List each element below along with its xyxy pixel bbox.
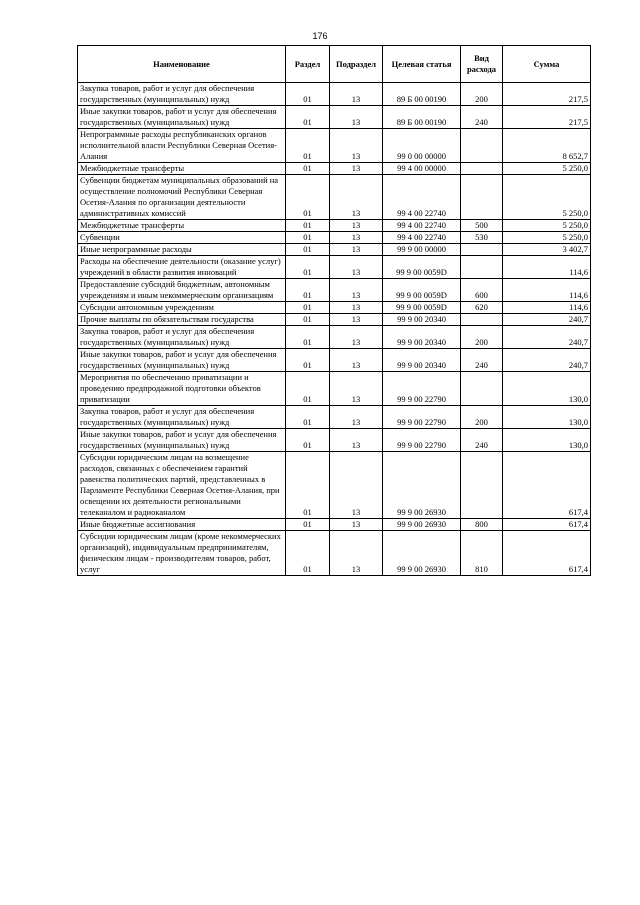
cell-type	[461, 452, 503, 519]
cell-section: 01	[286, 106, 330, 129]
cell-sum: 114,6	[503, 279, 591, 302]
cell-section: 01	[286, 302, 330, 314]
cell-sum: 240,7	[503, 349, 591, 372]
cell-sum: 114,6	[503, 256, 591, 279]
cell-subsection: 13	[330, 314, 383, 326]
cell-subsection: 13	[330, 519, 383, 531]
cell-name: Расходы на обеспечение деятельности (оказание услуг) учреждений в области развития инноваций	[78, 256, 286, 279]
cell-subsection: 13	[330, 220, 383, 232]
cell-type	[461, 129, 503, 163]
cell-sum: 114,6	[503, 302, 591, 314]
cell-target: 99 9 00 20340	[383, 349, 461, 372]
cell-subsection: 13	[330, 256, 383, 279]
cell-section: 01	[286, 129, 330, 163]
cell-subsection: 13	[330, 349, 383, 372]
cell-type: 200	[461, 406, 503, 429]
cell-name: Межбюджетные трансферты	[78, 220, 286, 232]
cell-subsection: 13	[330, 106, 383, 129]
cell-section: 01	[286, 232, 330, 244]
cell-name: Субвенции	[78, 232, 286, 244]
cell-target: 99 9 00 0059D	[383, 279, 461, 302]
cell-type: 200	[461, 83, 503, 106]
cell-type: 240	[461, 429, 503, 452]
cell-section: 01	[286, 429, 330, 452]
cell-target: 99 9 00 22790	[383, 372, 461, 406]
table-row	[78, 83, 591, 106]
cell-sum: 217,5	[503, 83, 591, 106]
table-row	[78, 406, 591, 429]
cell-subsection: 13	[330, 175, 383, 220]
cell-sum: 240,7	[503, 314, 591, 326]
cell-target: 99 9 00 26930	[383, 519, 461, 531]
cell-type	[461, 175, 503, 220]
cell-sum: 130,0	[503, 406, 591, 429]
cell-target: 99 9 00 0059D	[383, 256, 461, 279]
cell-sum: 617,4	[503, 452, 591, 519]
cell-name: Мероприятия по обеспечению приватизации и проведению предпродажной подготовки объектов приватизации	[78, 372, 286, 406]
cell-subsection: 13	[330, 429, 383, 452]
cell-subsection: 13	[330, 531, 383, 576]
cell-type	[461, 256, 503, 279]
cell-type: 810	[461, 531, 503, 576]
table-row	[78, 314, 591, 326]
cell-subsection: 13	[330, 163, 383, 175]
cell-section: 01	[286, 220, 330, 232]
cell-section: 01	[286, 452, 330, 519]
header-row	[78, 46, 591, 83]
cell-subsection: 13	[330, 452, 383, 519]
cell-sum: 8 652,7	[503, 129, 591, 163]
table-row	[78, 175, 591, 220]
cell-target: 89 Б 00 00190	[383, 83, 461, 106]
cell-name: Субвенции бюджетам муниципальных образований на осуществление полномочий Республики Северная Осетия-Алания по организации деятельности административных комиссий	[78, 175, 286, 220]
cell-subsection: 13	[330, 372, 383, 406]
table-row	[78, 372, 591, 406]
page-number: 176	[312, 31, 328, 41]
cell-section: 01	[286, 279, 330, 302]
cell-subsection: 13	[330, 302, 383, 314]
cell-target: 99 9 00 0059D	[383, 302, 461, 314]
cell-name: Иные непрограммные расходы	[78, 244, 286, 256]
header-type: Вид расхода	[461, 46, 503, 83]
cell-sum: 5 250,0	[503, 232, 591, 244]
cell-name: Межбюджетные трансферты	[78, 163, 286, 175]
cell-section: 01	[286, 175, 330, 220]
cell-section: 01	[286, 519, 330, 531]
cell-subsection: 13	[330, 279, 383, 302]
header-name: Наименование	[78, 46, 286, 83]
cell-section: 01	[286, 406, 330, 429]
table-row	[78, 163, 591, 175]
cell-name: Иные закупки товаров, работ и услуг для обеспечения государственных (муниципальных) нужд	[78, 349, 286, 372]
cell-subsection: 13	[330, 83, 383, 106]
cell-target: 99 9 00 26930	[383, 531, 461, 576]
cell-sum: 130,0	[503, 372, 591, 406]
cell-sum: 5 250,0	[503, 175, 591, 220]
cell-sum: 5 250,0	[503, 220, 591, 232]
cell-sum: 240,7	[503, 326, 591, 349]
cell-subsection: 13	[330, 232, 383, 244]
cell-sum: 130,0	[503, 429, 591, 452]
cell-target: 99 4 00 00000	[383, 163, 461, 175]
cell-type	[461, 244, 503, 256]
cell-target: 99 4 00 22740	[383, 175, 461, 220]
cell-name: Субсидии юридическим лицам на возмещение расходов, связанных с обеспечением гарантий равенства политических партий, представленных в Парламенте Республики Северная Осетия-Алания, при освещении их деятельности региональными телеканалом и радиоканалом	[78, 452, 286, 519]
cell-sum: 617,4	[503, 531, 591, 576]
cell-section: 01	[286, 83, 330, 106]
cell-target: 99 9 00 22790	[383, 429, 461, 452]
cell-target: 99 9 00 20340	[383, 326, 461, 349]
cell-section: 01	[286, 314, 330, 326]
table-row	[78, 232, 591, 244]
cell-type	[461, 372, 503, 406]
budget-table	[77, 45, 591, 576]
cell-name: Субсидии автономным учреждениям	[78, 302, 286, 314]
cell-name: Закупка товаров, работ и услуг для обеспечения государственных (муниципальных) нужд	[78, 83, 286, 106]
table-row	[78, 279, 591, 302]
header-section: Раздел	[286, 46, 330, 83]
cell-name: Иные закупки товаров, работ и услуг для обеспечения государственных (муниципальных) нужд	[78, 429, 286, 452]
cell-type: 240	[461, 349, 503, 372]
table-row	[78, 256, 591, 279]
cell-target: 89 Б 00 00190	[383, 106, 461, 129]
cell-sum: 3 402,7	[503, 244, 591, 256]
cell-section: 01	[286, 256, 330, 279]
cell-section: 01	[286, 372, 330, 406]
cell-type: 240	[461, 106, 503, 129]
cell-name: Прочие выплаты по обязательствам государства	[78, 314, 286, 326]
cell-target: 99 4 00 22740	[383, 220, 461, 232]
header-subsection: Подраздел	[330, 46, 383, 83]
header-target: Целевая статья	[383, 46, 461, 83]
cell-type: 500	[461, 220, 503, 232]
cell-type	[461, 314, 503, 326]
table-row	[78, 220, 591, 232]
cell-name: Закупка товаров, работ и услуг для обеспечения государственных (муниципальных) нужд	[78, 326, 286, 349]
cell-section: 01	[286, 349, 330, 372]
cell-sum: 217,5	[503, 106, 591, 129]
cell-type: 200	[461, 326, 503, 349]
cell-target: 99 9 00 00000	[383, 244, 461, 256]
cell-type	[461, 163, 503, 175]
cell-target: 99 9 00 20340	[383, 314, 461, 326]
cell-target: 99 4 00 22740	[383, 232, 461, 244]
cell-sum: 5 250,0	[503, 163, 591, 175]
cell-name: Предоставление субсидий бюджетным, автономным учреждениям и иным некоммерческим организациям	[78, 279, 286, 302]
cell-name: Иные закупки товаров, работ и услуг для обеспечения государственных (муниципальных) нужд	[78, 106, 286, 129]
header-sum: Сумма	[503, 46, 591, 83]
table-row	[78, 244, 591, 256]
cell-target: 99 9 00 22790	[383, 406, 461, 429]
cell-subsection: 13	[330, 129, 383, 163]
cell-type: 530	[461, 232, 503, 244]
cell-section: 01	[286, 163, 330, 175]
table-body	[78, 83, 591, 576]
table-header	[78, 46, 591, 83]
table-row	[78, 302, 591, 314]
table-row	[78, 452, 591, 519]
table-row	[78, 429, 591, 452]
table-row	[78, 129, 591, 163]
cell-section: 01	[286, 326, 330, 349]
cell-name: Субсидии юридическим лицам (кроме некоммерческих организаций), индивидуальным предпринимателям, физическим лицам - производителям товаров, работ, услуг	[78, 531, 286, 576]
cell-name: Иные бюджетные ассигнования	[78, 519, 286, 531]
table-row	[78, 349, 591, 372]
cell-type: 600	[461, 279, 503, 302]
cell-target: 99 9 00 26930	[383, 452, 461, 519]
cell-subsection: 13	[330, 406, 383, 429]
table-row	[78, 531, 591, 576]
table-row	[78, 326, 591, 349]
cell-target: 99 0 00 00000	[383, 129, 461, 163]
cell-name: Непрограммные расходы республиканских органов исполнительной власти Республики Северная Осетия-Алания	[78, 129, 286, 163]
cell-sum: 617,4	[503, 519, 591, 531]
cell-subsection: 13	[330, 326, 383, 349]
cell-type: 800	[461, 519, 503, 531]
cell-section: 01	[286, 531, 330, 576]
cell-subsection: 13	[330, 244, 383, 256]
cell-name: Закупка товаров, работ и услуг для обеспечения государственных (муниципальных) нужд	[78, 406, 286, 429]
table-row	[78, 519, 591, 531]
cell-type: 620	[461, 302, 503, 314]
cell-section: 01	[286, 244, 330, 256]
table-row	[78, 106, 591, 129]
